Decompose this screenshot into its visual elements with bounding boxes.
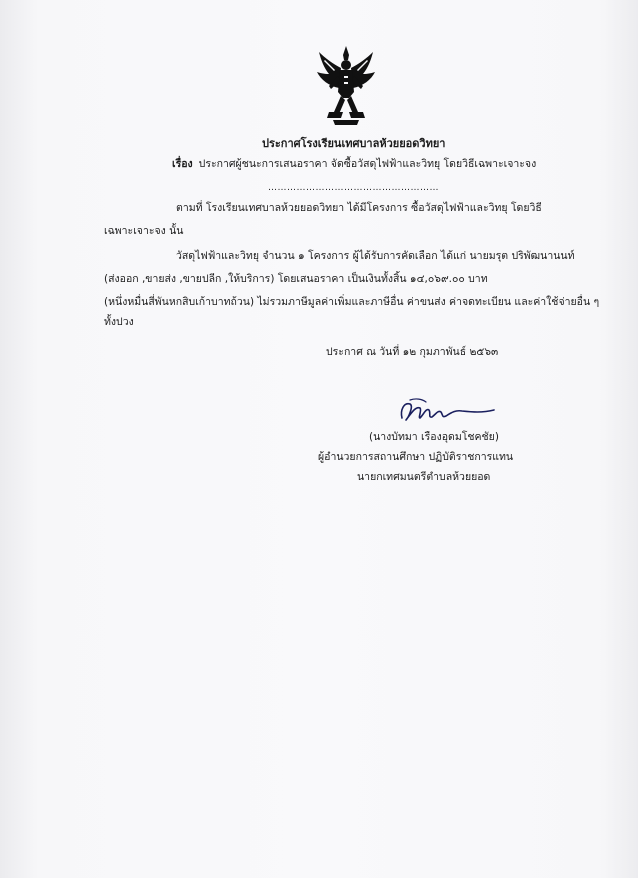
body-paragraph-2-line-3: (หนึ่งหมื่นสี่พันหกสิบเก้าบาทถ้วน) ไม่รวมภาษีมูลค่าเพิ่มและภาษีอื่น ค่าขนส่ง ค่าจดทะเบียน และค่าใช้จ่ายอื่น ๆ [104, 296, 600, 308]
signer-position-line-2: นายกเทศมนตรีตำบลห้วยยอด [357, 471, 491, 483]
signer-name: (นางบัทมา เรืองอุดมโชคชัย) [369, 431, 499, 443]
signer-position-line-1: ผู้อำนวยการสถานศึกษา ปฏิบัติราชการแทน [318, 451, 514, 463]
document-title: ประกาศโรงเรียนเทศบาลห้วยยอดวิทยา [262, 137, 446, 150]
garuda-emblem-icon [315, 46, 377, 126]
signature-icon [396, 396, 498, 426]
subject-label: เรื่อง [172, 158, 193, 170]
body-paragraph-2-line-2: (ส่งออก ,ขายส่ง ,ขายปลีก ,ให้บริการ) โดยเสนอราคา เป็นเงินทั้งสิ้น ๑๔,๐๖๙.๐๐ บาท [104, 273, 488, 285]
dotted-separator: ……………………………………………… [268, 183, 439, 193]
body-paragraph-1-line-1: ตามที่ โรงเรียนเทศบาลห้วยยอดวิทยา ได้มีโครงการ ซื้อวัสดุไฟฟ้าและวิทยุ โดยวิธี [176, 202, 542, 214]
announce-date: ประกาศ ณ วันที่ ๑๒ กุมภาพันธ์ ๒๕๖๓ [326, 346, 499, 358]
body-paragraph-2-line-1: วัสดุไฟฟ้าและวิทยุ จำนวน ๑ โครงการ ผู้ได้รับการคัดเลือก ได้แก่ นายมรุต ปริพัฒนานนท์ [176, 250, 575, 262]
body-paragraph-2-line-4: ทั้งปวง [104, 316, 134, 328]
subject-line [172, 157, 536, 171]
subject-text: ประกาศผู้ชนะการเสนอราคา จัดซื้อวัสดุไฟฟ้าและวิทยุ โดยวิธีเฉพาะเจาะจง [198, 158, 537, 170]
body-paragraph-1-line-2: เฉพาะเจาะจง นั้น [104, 225, 184, 237]
